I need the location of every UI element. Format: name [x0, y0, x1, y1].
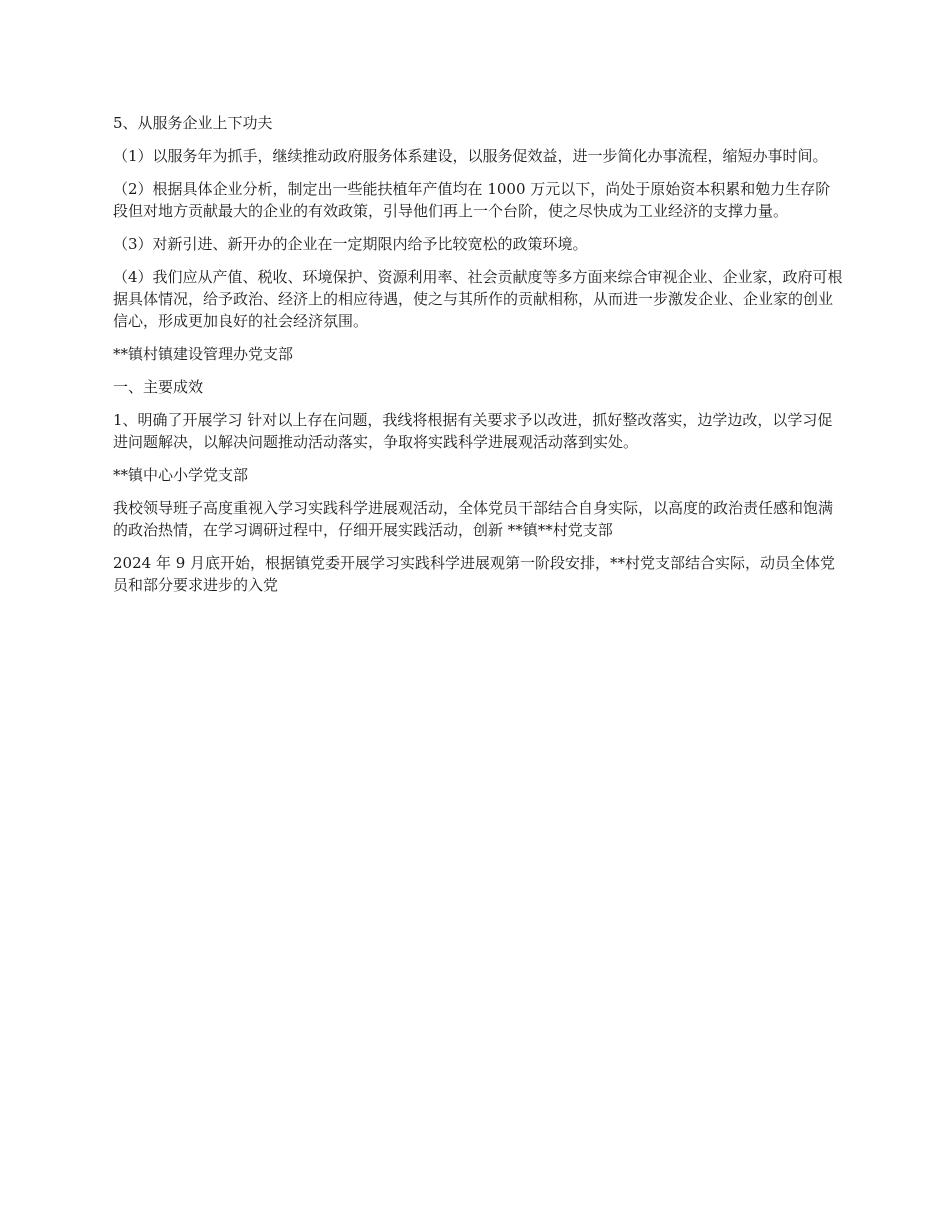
- org-heading-construction-branch: **镇村镇建设管理办党支部: [113, 345, 294, 363]
- list-item-2: （2）根据具体企业分析，制定出一些能扶植年产值均在 1000 万元以下，尚处于原始资本积累和勉力生存阶段但对地方贡献最大的企业的有效政策，引导他们再上一个台阶，使之尽快成为工业经济的支撑力量。: [113, 180, 831, 220]
- village-paragraph: 2024 年 9 月底开始，根据镇党委开展学习实践科学进展观第一阶段安排，**村党支部结合实际，动员全体党员和部分要求进步的入党: [113, 554, 836, 594]
- school-paragraph: 我校领导班子高度重视入学习实践科学进展观活动，全体党员干部结合自身实际，以高度的政治责任感和饱满的政治热情，在学习调研过程中，仔细开展实践活动，创新 **镇**村党支部: [113, 499, 834, 539]
- document-body: [113, 112, 843, 607]
- list-item-1: （1）以服务年为抓手，继续推动政府服务体系建设，以服务促效益，进一步简化办事流程，缩短办事时间。: [113, 147, 828, 165]
- achievement-paragraph: 1、明确了开展学习 针对以上存在问题，我线将根据有关要求予以改进，抓好整改落实，边学边改，以学习促进问题解决，以解决问题推动活动落实，争取将实践科学进展观活动落到实处。: [113, 411, 833, 451]
- list-item-3: （3）对新引进、新开办的企业在一定期限内给予比较宽松的政策环境。: [113, 235, 588, 253]
- list-item-4: （4）我们应从产值、税收、环境保护、资源利用率、社会贡献度等多方面来综合审视企业、企业家，政府可根据具体情况，给予政治、经济上的相应待遇，使之与其所作的贡献相称，从而进一步激发企业、企业家的创业信心，形成更加良好的社会经济氛围。: [113, 268, 843, 330]
- section-heading-achievements: 一、主要成效: [113, 378, 204, 396]
- org-heading-school-branch: **镇中心小学党支部: [113, 466, 249, 484]
- section-heading-service: 5、从服务企业上下功夫: [113, 114, 273, 132]
